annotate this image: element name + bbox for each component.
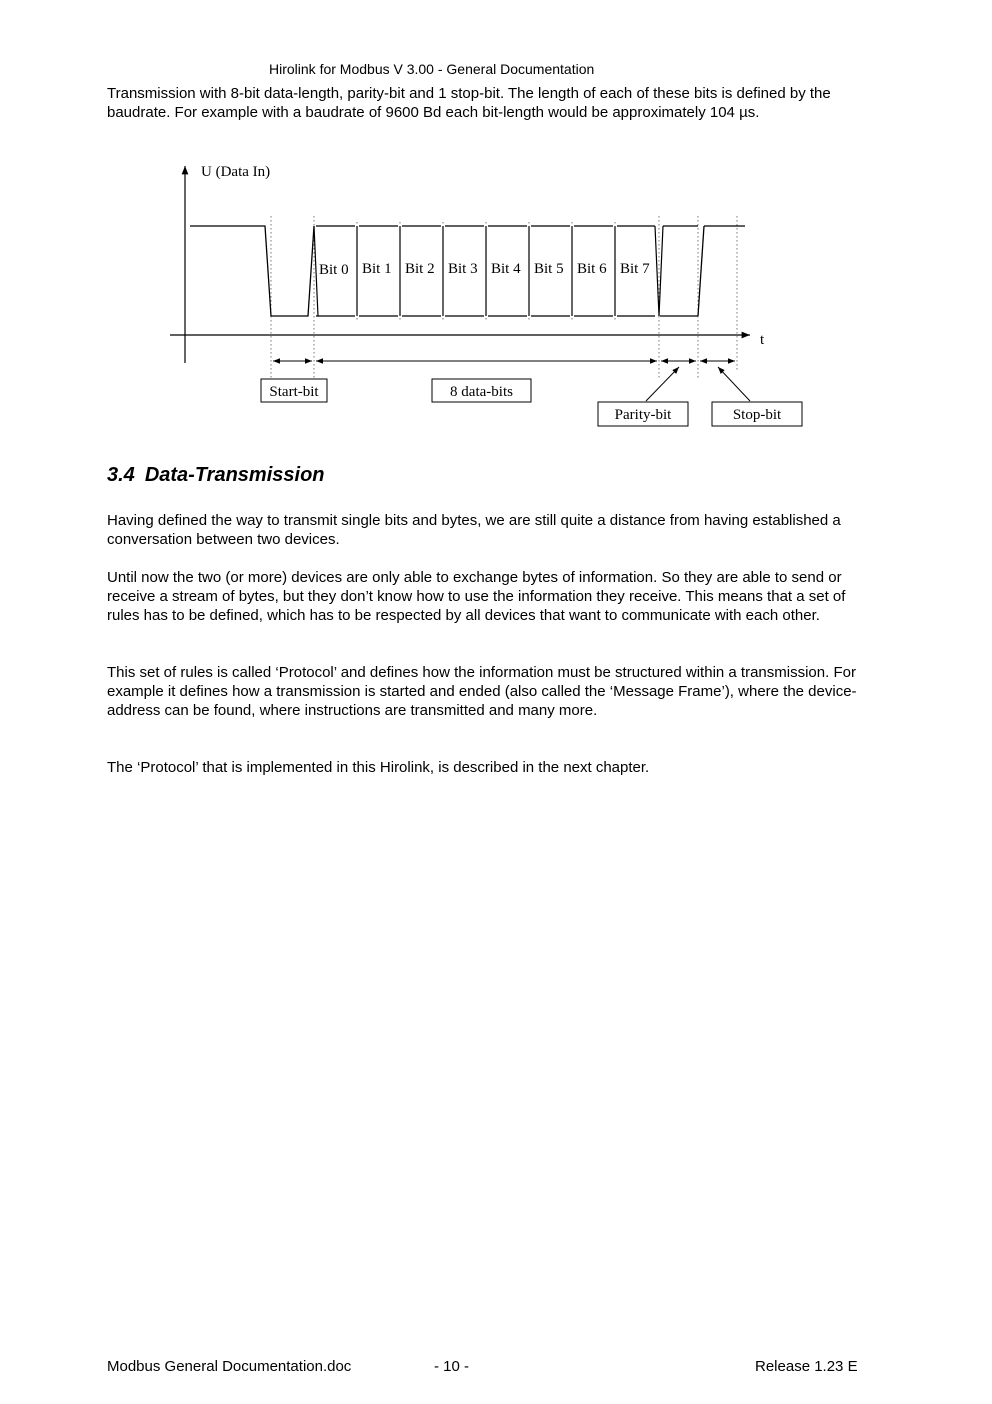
data-bits-box <box>432 379 531 402</box>
footer-filename: Modbus General Documentation.doc <box>107 1358 352 1375</box>
bit-label: Bit 5 <box>534 261 564 277</box>
start-bit-box <box>261 379 327 402</box>
section-title: Data-Transmission <box>144 464 325 486</box>
stop-bit-label: Stop-bit <box>732 407 782 423</box>
page-header: Hirolink for Modbus V 3.00 - General Documentation <box>269 61 595 77</box>
bit-label: Bit 0 <box>319 262 349 278</box>
parity-bit-box <box>598 402 688 426</box>
bit-boundaries <box>271 216 737 380</box>
y-axis-label: U (Data In) <box>201 164 271 180</box>
bit-label: Bit 3 <box>448 261 478 277</box>
section-number: 3.4 <box>107 464 135 486</box>
bit-label: Bit 7 <box>620 261 650 277</box>
data-bits-label: 8 data-bits <box>450 384 513 400</box>
section-heading <box>107 463 325 487</box>
stop-bit-box <box>712 402 802 426</box>
intro-paragraph: Transmission with 8-bit data-length, parity-bit and 1 stop-bit. The length of each of these bits is defined by the baudrate. For example with a baudrate of 9600 Bd each bit-length would be approximately 104 µs. <box>107 85 831 121</box>
body-paragraph: Having defined the way to transmit single bits and bytes, we are still quite a distance from having established a conversation between two devices. <box>107 512 841 548</box>
body-paragraph: Until now the two (or more) devices are only able to exchange bytes of information. So they are able to send or receive a stream of bytes, but they don’t know how to use the information they receive. This means that a set of rules has to be defined, which has to be respected by all devices that want to communicate with each other. <box>107 569 846 624</box>
start-bit-label: Start-bit <box>269 384 319 400</box>
body-paragraph: This set of rules is called ‘Protocol’ and defines how the information must be structured within a transmission. For example it defines how a transmission is started and ended (also called the ‘Message Frame’), where the device-address can be found, where instructions are transmitted and many more. <box>107 664 857 719</box>
serial-frame-diagram <box>160 155 820 445</box>
parity-bit-label: Parity-bit <box>614 407 672 423</box>
bit-label: Bit 4 <box>491 261 521 277</box>
x-axis-label: t <box>760 332 765 348</box>
bit-labels <box>319 261 650 278</box>
bit-label: Bit 1 <box>362 261 392 277</box>
footer-release: Release 1.23 E <box>755 1358 858 1375</box>
footer-page-number: - 10 - <box>434 1358 470 1375</box>
bit-label: Bit 6 <box>577 261 607 277</box>
bit-label: Bit 2 <box>405 261 435 277</box>
body-paragraph: The ‘Protocol’ that is implemented in this Hirolink, is described in the next chapter. <box>107 759 650 776</box>
